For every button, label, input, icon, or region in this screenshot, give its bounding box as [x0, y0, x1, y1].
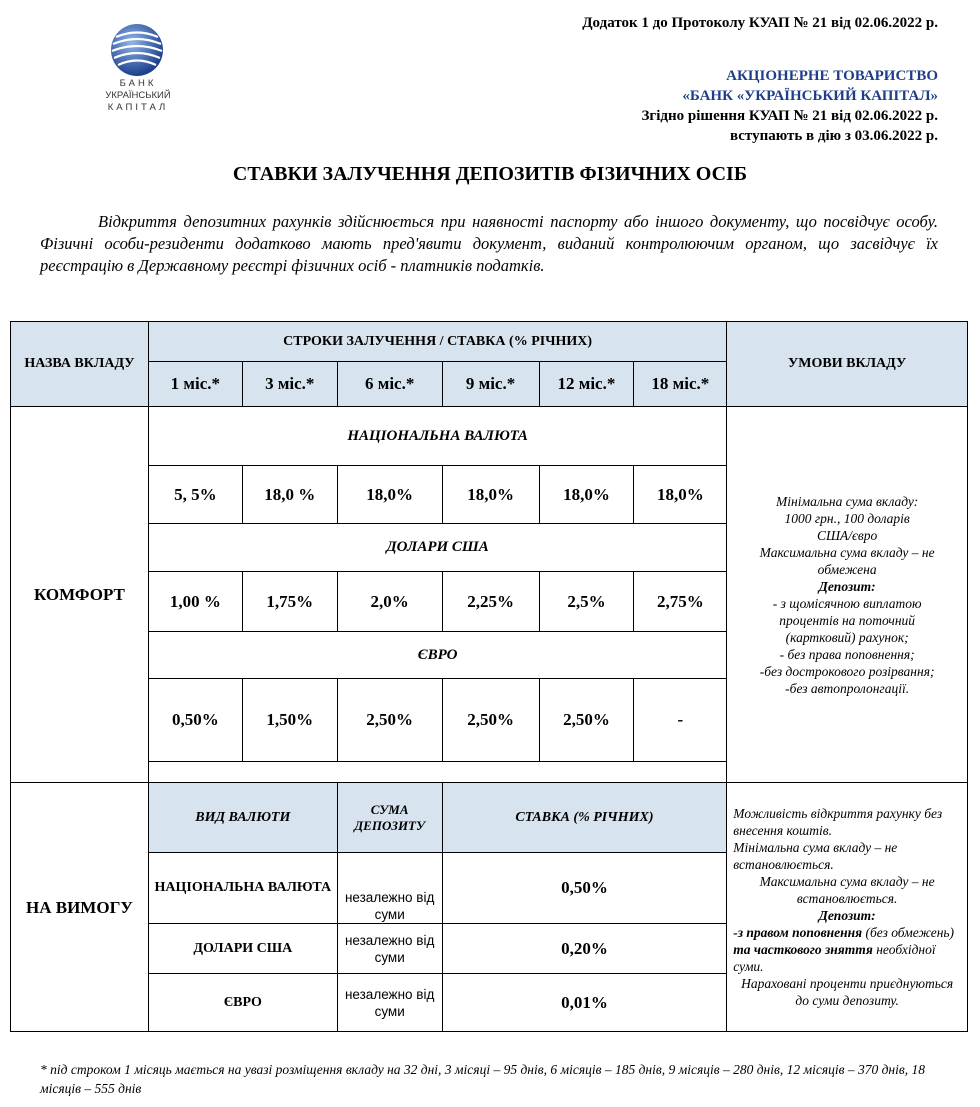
logo-line-3: КАПІТАЛ [107, 102, 169, 113]
rate-cell: 18,0 % [242, 466, 337, 524]
terms-header: СТРОКИ ЗАЛУЧЕННЯ / СТАВКА (% РІЧНИХ) [148, 322, 726, 362]
org-line-1: АКЦІОНЕРНЕ ТОВАРИСТВО [726, 68, 938, 84]
cond-line: - без права поповнення; [779, 646, 915, 662]
logo-line-2: УКРАЇНСЬКИЙ [105, 90, 171, 101]
organization-block [642, 66, 938, 146]
addendum-heading: Додаток 1 до Протоколу КУАП № 21 від 02.06.2022 р. [582, 15, 938, 31]
demand-rate-cell: 0,50% [442, 853, 727, 924]
rate-cell: 1,50% [242, 679, 337, 762]
cond-text: (без обмежень) [862, 925, 955, 940]
term-6m: 6 міс.* [337, 362, 442, 407]
comfort-conditions [727, 407, 968, 783]
demand-conditions [727, 783, 968, 1032]
currency-name: ДОЛАРИ США [148, 924, 337, 974]
org-decision-line: Згідно рішення КУАП № 21 від 02.06.2022 р. [641, 108, 938, 124]
currency-name: НАЦІОНАЛЬНА ВАЛЮТА [148, 853, 337, 924]
spacer-row [148, 762, 726, 783]
term-1m: 1 міс.* [148, 362, 242, 407]
col-amount-header: СУМА ДЕПОЗИТУ [337, 783, 442, 853]
page-title: СТАВКИ ЗАЛУЧЕННЯ ДЕПОЗИТІВ ФІЗИЧНИХ ОСІБ [232, 163, 748, 185]
rate-cell: 2,50% [442, 679, 539, 762]
cond-line: Максимальна сума вкладу – не встановлюється. [759, 874, 935, 906]
amount-cell: незалежно від суми [337, 974, 442, 1032]
rate-cell: 0,50% [148, 679, 242, 762]
col-currency-header: ВИД ВАЛЮТИ [148, 783, 337, 853]
cond-line: Депозит: [818, 908, 876, 923]
deposit-name-comfort: КОМФОРТ [11, 407, 149, 783]
rate-cell: 18,0% [442, 466, 539, 524]
conditions-header: УМОВИ ВКЛАДУ [727, 322, 968, 407]
cond-line: -без автопролонгації. [785, 680, 910, 696]
cond-line: Нараховані проценти приєднуються до суми депозиту. [741, 976, 954, 1008]
rates-table [10, 321, 968, 1032]
logo-line-1: БАНК [119, 78, 157, 89]
demand-rate-cell: 0,20% [442, 924, 727, 974]
cond-bold: та часткового зняття [733, 942, 873, 957]
term-18m: 18 міс.* [634, 362, 727, 407]
term-3m: 3 міс.* [242, 362, 337, 407]
currency-label-usd: ДОЛАРИ США [148, 524, 726, 572]
cond-text: необхідної суми. [733, 942, 936, 974]
rate-cell: 2,5% [539, 572, 634, 632]
intro-paragraph: Відкриття депозитних рахунків здійснюється при наявності паспорту або іншого документу, що посвідчує особу. Фізичні особи-резиденти додатково мають пред'явити документ, виданий контролюючим органом, що засвідчує їх реєстрацію в Державному реєстрі фізичних осіб - платників податків. [40, 212, 938, 275]
cond-line: США/євро [816, 527, 878, 543]
currency-name: ЄВРО [148, 974, 337, 1032]
col-rate-header: СТАВКА (% РІЧНИХ) [442, 783, 727, 853]
cond-line: обмежена [817, 561, 877, 577]
rate-cell: 5, 5% [148, 466, 242, 524]
name-header: НАЗВА ВКЛАДУ [11, 322, 149, 407]
term-9m: 9 міс.* [442, 362, 539, 407]
amount-cell: незалежно від суми [337, 924, 442, 974]
rate-cell: 2,75% [634, 572, 727, 632]
term-12m: 12 міс.* [539, 362, 634, 407]
cond-line: процентів на поточний [779, 612, 916, 628]
cond-line: 1000 грн., 100 доларів [784, 510, 910, 526]
cond-line: Мінімальна сума вкладу: [776, 493, 919, 509]
currency-label-uah: НАЦІОНАЛЬНА ВАЛЮТА [148, 407, 726, 466]
rate-cell: 2,0% [337, 572, 442, 632]
cond-line: (картковий) рахунок; [785, 629, 909, 645]
cond-bold: -з правом поповнення [733, 925, 863, 940]
currency-label-eur: ЄВРО [148, 632, 726, 679]
demand-rate-cell: 0,01% [442, 974, 727, 1032]
cond-line: Максимальна сума вкладу – не [759, 544, 935, 560]
rate-cell: 1,75% [242, 572, 337, 632]
cond-line: Можливість відкриття рахунку без внесення коштів. [733, 806, 943, 838]
cond-line: - з щомісячною виплатою [772, 595, 922, 611]
footnote: * під строком 1 місяць мається на увазі розміщення вкладу на 32 дні, 3 місяці – 95 днів, 6 місяців – 185 днів, 9 місяців – 280 днів, 12 місяців – 370 днів, 18 місяців – 555 днів [40, 1062, 925, 1096]
rate-cell: 1,00 % [148, 572, 242, 632]
amount-cell: незалежно від суми [337, 853, 442, 924]
globe-logo-icon [109, 22, 165, 78]
rate-cell: 18,0% [337, 466, 442, 524]
cond-line: Мінімальна сума вкладу – не встановлюється. [733, 840, 898, 872]
cond-line: Депозит: [818, 578, 876, 594]
rate-cell: 18,0% [539, 466, 634, 524]
deposit-name-demand: НА ВИМОГУ [11, 783, 149, 1032]
org-line-2: «БАНК «УКРАЇНСЬКИЙ КАПІТАЛ» [682, 88, 938, 104]
rate-cell: 2,25% [442, 572, 539, 632]
rate-cell: 2,50% [337, 679, 442, 762]
rate-cell: 2,50% [539, 679, 634, 762]
org-effective-line: вступають в дію з 03.06.2022 р. [729, 128, 938, 144]
rate-cell: - [634, 679, 727, 762]
rate-cell: 18,0% [634, 466, 727, 524]
cond-line: -без дострокового розірвання; [759, 663, 935, 679]
cond-line [733, 924, 961, 975]
